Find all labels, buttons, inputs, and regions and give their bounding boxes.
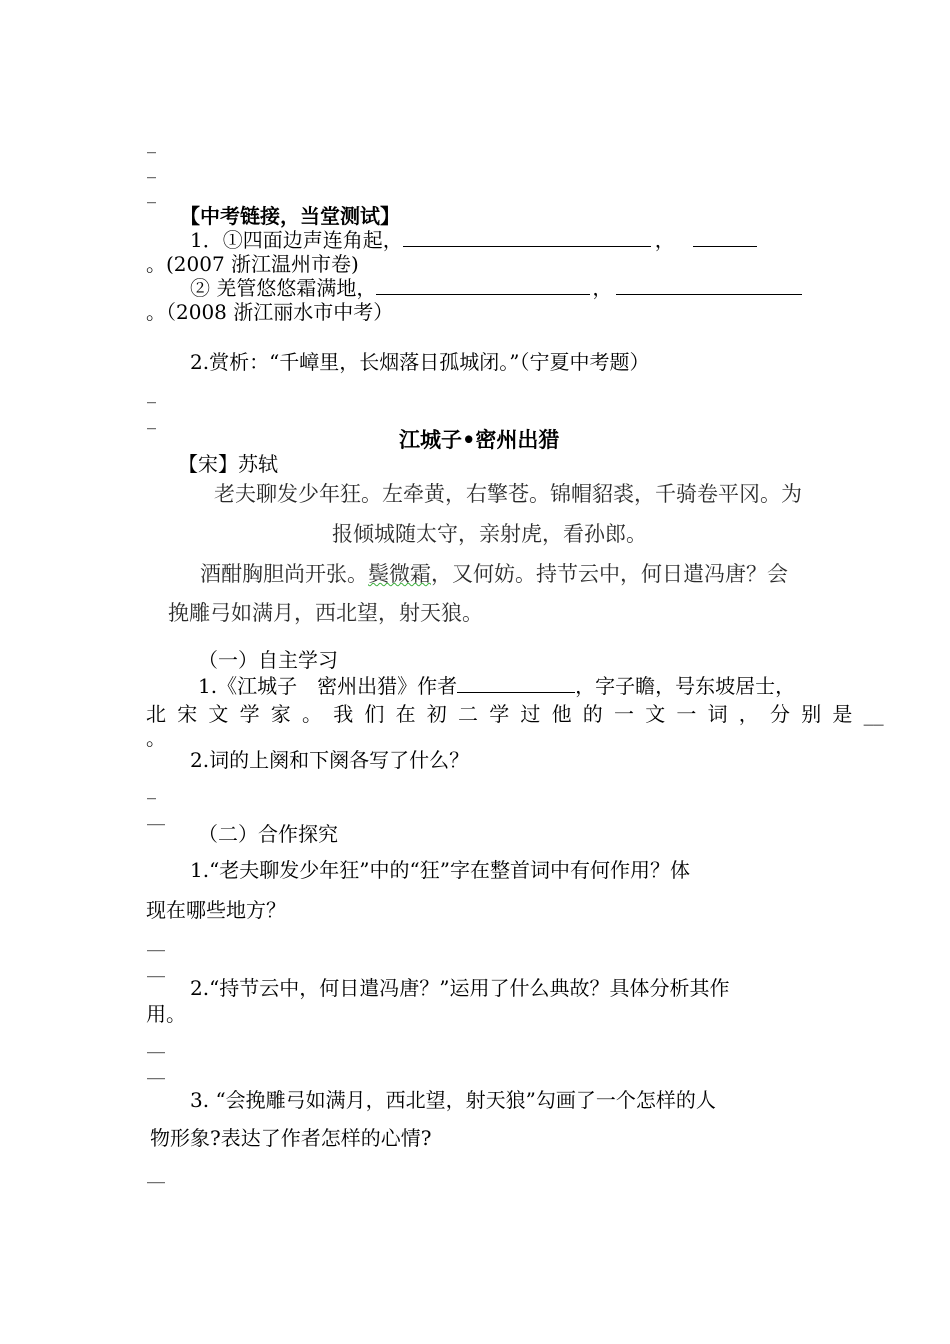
cooperation-question-3-line-1: 3. “会挽雕弓如满月，西北望，射天狼”勾画了一个怎样的人: [190, 1088, 716, 1112]
question-text: 北宋文学家。我们在初二学过他的一文一词，分别是: [146, 702, 864, 726]
self-study-question-1-line-2: [146, 702, 884, 726]
blank-line: __: [147, 931, 165, 952]
blank-line: __: [147, 1163, 165, 1184]
poem-line: [200, 558, 788, 588]
question-text: 1.《江城子 密州出猎》作者: [198, 674, 458, 698]
separator: ，: [654, 228, 675, 252]
blank-line: __: [147, 1059, 165, 1080]
blank-line: __: [147, 805, 165, 826]
poem-title: 江城子•密州出猎: [399, 427, 560, 452]
blank-line: _: [147, 183, 156, 204]
poem-line: 报倾城随太守，亲射虎，看孙郎。: [332, 522, 647, 546]
answer-blank[interactable]: [693, 228, 757, 247]
answer-blank[interactable]: [403, 228, 651, 247]
question-text: 1．①四面边声连角起，: [190, 228, 403, 252]
poem-fragment: 酒酣胸胆尚开张。: [200, 562, 368, 586]
question-1-source-2: 。（2008 浙江丽水市中考）: [146, 300, 394, 324]
question-text: ，字子瞻，号东坡居士，: [575, 674, 796, 698]
question-1-line-1: [190, 228, 757, 252]
blank-line: _: [147, 383, 156, 404]
cooperation-question-2-line-2: 用。: [146, 1002, 186, 1026]
question-text: ② 羌管悠悠霜满地，: [190, 276, 377, 300]
self-study-question-1-line-3: 。: [146, 726, 166, 750]
answer-blank[interactable]: __: [863, 702, 884, 726]
author-blank[interactable]: [457, 674, 575, 693]
blank-line: _: [147, 158, 156, 179]
question-1-line-2: [190, 276, 802, 300]
blank-line: _: [147, 409, 156, 430]
poem-line: 挽雕弓如满月，西北望，射天狼。: [168, 601, 483, 625]
blank-line: __: [147, 957, 165, 978]
section-heading-self-study: （一）自主学习: [198, 648, 338, 672]
answer-blank[interactable]: [616, 276, 802, 295]
separator: ，: [592, 276, 613, 300]
blank-line: __: [147, 1033, 165, 1054]
poem-fragment: ，又何妨。持节云中，何日遣冯唐？会: [431, 562, 788, 586]
question-2: 2.赏析：“千嶂里，长烟落日孤城闭。”（宁夏中考题）: [190, 350, 650, 374]
cooperation-question-1-line-2: 现在哪些地方？: [146, 898, 286, 922]
section-heading-test: 【中考链接，当堂测试】: [180, 204, 400, 228]
self-study-question-2: 2.词的上阕和下阕各写了什么？: [190, 748, 470, 772]
cooperation-question-1-line-1: 1.“老夫聊发少年狂”中的“狂”字在整首词中有何作用？体: [190, 858, 690, 882]
blank-line: _: [147, 133, 156, 154]
poem-fragment: 鬓微霜: [368, 562, 431, 586]
poem-line: 老夫聊发少年狂。左牵黄，右擎苍。锦帽貂裘，千骑卷平冈。为: [214, 482, 802, 506]
self-study-question-1: [198, 674, 795, 698]
cooperation-question-3-line-2: 物形象?表达了作者怎样的心情?: [150, 1126, 432, 1150]
answer-blank[interactable]: [376, 276, 590, 295]
question-1-source-1: 。(2007 浙江温州市卷): [146, 252, 359, 276]
section-heading-cooperation: （二）合作探究: [198, 822, 338, 846]
poem-author: 【宋】苏轼: [178, 452, 278, 476]
cooperation-question-2-line-1: 2.“持节云中，何日遣冯唐？”运用了什么典故？具体分析其作: [190, 976, 730, 1000]
blank-line: _: [147, 779, 156, 800]
